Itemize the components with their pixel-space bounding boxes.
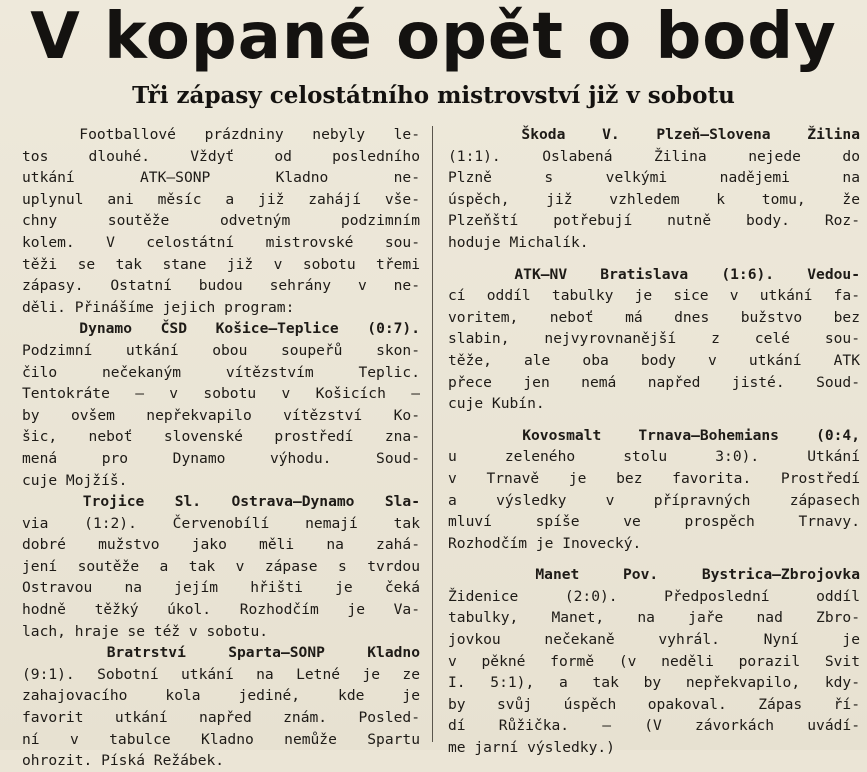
article-text-line: favorit utkání napřed znám. Posled- [22,709,420,727]
article-text-line: úspěch, již vzhledem k tomu, že [448,190,860,208]
article-text-line: těži se tak stane již v sobotu třemi [22,255,420,273]
article-text-line: Ostravou na jejím hřišti je čeká [22,579,420,597]
paragraph-gap [448,554,860,564]
article-text-line: Židenice (2:0). Předposlední oddíl [448,587,860,605]
article-text-line: hoduje Michalík. [448,233,589,251]
article-text-line: ohrozit. Píská Režábek. [22,752,225,770]
article-text-line: zahajovacího kola jediné, kde je [22,687,420,705]
article-text-line: cuje Mojžíš. [22,471,128,489]
article-text-line: by ovšem nepřekvapilo vítězství Ko- [22,406,420,424]
match-heading-line: Dynamo ČSD Košice—Teplice (0:7). [22,320,420,338]
article-text-line: jovkou nečekaně vyhrál. Nyní je [448,631,860,649]
article-text-line: ní v tabulce Kladno nemůže Spartu [22,730,420,748]
article-text-line: dí Růžička. — (V závorkách uvádí- [448,717,860,735]
paragraph-gap [448,415,860,425]
article-text-line: v Trnavě je bez favorita. Prostředí [448,469,860,487]
article-text-line: cí oddíl tabulky je sice v utkání fa- [448,287,860,305]
article-text-line: I. 5:1), a tak by nepřekvapilo, kdy- [448,674,860,692]
article-text-line: slabin, nejvyrovnanější z celé sou- [448,330,860,348]
article-text-line: Podzimní utkání obou soupeřů skon- [22,341,420,359]
article-text-line: a výsledky v přípravných zápasech [448,491,860,509]
article-text-line: mluví spíše ve prospěch Trnavy. [448,513,860,531]
article-text-line: Footballové prázdniny nebyly le- [22,126,420,143]
article-text-line: děli. Přinášíme jejich program: [22,298,295,316]
article-text-line: chny soutěže odvetným podzimním [22,212,420,230]
article-column-right [448,124,860,759]
article-text-line: zápasy. Ostatní budou sehrány v ne- [22,277,420,295]
article-text-line: via (1:2). Červenobílí nemají tak [22,514,420,532]
article-text-line: přece jen nemá napřed jisté. Soud- [448,373,860,391]
article-text-line: Rozhodčím je Inovecký. [448,534,642,552]
article-text-line: tos dlouhé. Vždyť od posledního [22,147,420,165]
article-text-line: by svůj úspěch opakoval. Zápas ří- [448,695,860,713]
article-text-line: uplynul ani měsíc a již zahájí vše- [22,190,420,208]
article-text-line: cuje Kubín. [448,395,545,413]
article-text-line: lach, hraje se též v sobotu. [22,622,269,640]
subheadline: Tři zápasy celostátního mistrovství již v sobotu [132,82,735,109]
match-heading-line: Manet Pov. Bystrica—Zbrojovka [448,566,860,584]
article-text-line: u zeleného stolu 3:0). Utkání [448,448,860,466]
article-text-line: těže, ale oba body v utkání ATK [448,351,860,369]
article-text-line: jení soutěže a tak v zápase s tvrdou [22,557,420,575]
paragraph-gap [448,254,860,264]
article-text-line: čilo nečekaným vítězstvím Teplic. [22,363,420,381]
match-heading-line: ATK—NV Bratislava (1:6). Vedou- [448,265,860,283]
headline: V kopané opět o body [30,0,837,74]
article-text-line: Plzně s velkými nadějemi na [448,169,860,187]
article-text-line: utkání ATK—SONP Kladno ne- [22,169,420,187]
article-column-left [22,124,420,772]
article-text-line: Plzeňští potřebují nutně body. Roz- [448,212,860,230]
article-text-line: kolem. V celostátní mistrovské sou- [22,233,420,251]
article-text-line: hodně těžký úkol. Rozhodčím je Va- [22,601,420,619]
article-text-line: (1:1). Oslabená Žilina nejede do [448,147,860,165]
article-text-line: (9:1). Sobotní utkání na Letné je ze [22,665,420,683]
match-heading-line: Kovosmalt Trnava—Bohemians (0:4, [448,426,860,444]
article-text-line: dobré mužstvo jako měli na zahá- [22,536,420,554]
article-text-line: v pěkné formě (v neděli porazil Svit [448,652,860,670]
article-text-line: me jarní výsledky.) [448,739,615,757]
column-divider [432,126,433,742]
match-heading-line: Trojice Sl. Ostrava—Dynamo Sla- [22,493,420,511]
article-text-line: voritem, neboť má dnes bužstvo bez [448,308,860,326]
article-text-line: mená pro Dynamo výhodu. Soud- [22,449,420,467]
article-text-line: Tentokráte — v sobotu v Košicích — [22,385,420,403]
match-heading-line: Škoda V. Plzeň—Slovena Žilina [448,126,860,143]
article-text-line: šic, neboť slovenské prostředí zna- [22,428,420,446]
article-text-line: tabulky, Manet, na jaře nad Zbro- [448,609,860,627]
match-heading-line: Bratrství Sparta—SONP Kladno [22,644,420,662]
